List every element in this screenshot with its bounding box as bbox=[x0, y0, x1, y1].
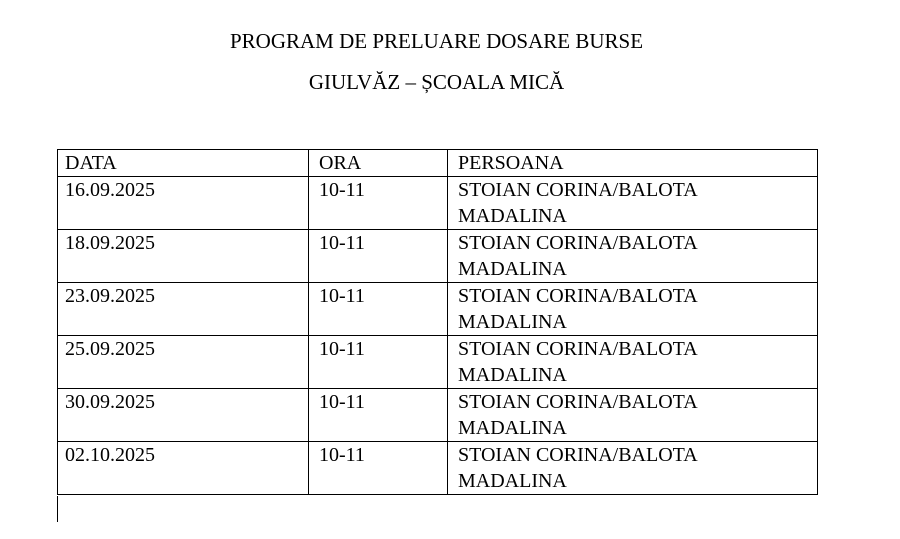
table-row bbox=[58, 230, 818, 283]
cell-persoana bbox=[448, 230, 818, 283]
cell-persoana bbox=[448, 336, 818, 389]
table-row bbox=[58, 442, 818, 495]
document-subtitle: GIULVĂZ – ȘCOALA MICĂ bbox=[308, 70, 565, 94]
column-header-data: DATA bbox=[58, 150, 309, 177]
cell-persoana bbox=[448, 442, 818, 495]
persoana-line-1: STOIAN CORINA/BALOTA bbox=[458, 444, 698, 466]
persoana-line-2: MADALINA bbox=[458, 470, 567, 492]
schedule-table bbox=[57, 149, 818, 495]
cell-data: 02.10.2025 bbox=[58, 442, 309, 495]
cell-data: 23.09.2025 bbox=[58, 283, 309, 336]
cell-persoana bbox=[448, 177, 818, 230]
persoana-line-2: MADALINA bbox=[458, 205, 567, 227]
cell-ora: 10-11 bbox=[309, 230, 448, 283]
cell-ora: 10-11 bbox=[309, 283, 448, 336]
table-row bbox=[58, 177, 818, 230]
cell-ora: 10-11 bbox=[309, 442, 448, 495]
document-title: PROGRAM DE PRELUARE DOSARE BURSE bbox=[229, 29, 644, 53]
table-header-row bbox=[58, 150, 818, 177]
persoana-line-2: MADALINA bbox=[458, 417, 567, 439]
cell-persoana bbox=[448, 389, 818, 442]
table-left-border-continuation bbox=[57, 496, 58, 522]
table-row bbox=[58, 336, 818, 389]
cell-data: 30.09.2025 bbox=[58, 389, 309, 442]
table-row bbox=[58, 283, 818, 336]
table-row bbox=[58, 389, 818, 442]
cell-data: 16.09.2025 bbox=[58, 177, 309, 230]
persoana-line-1: STOIAN CORINA/BALOTA bbox=[458, 179, 698, 201]
column-header-ora: ORA bbox=[309, 150, 448, 177]
persoana-line-2: MADALINA bbox=[458, 311, 567, 333]
cell-ora: 10-11 bbox=[309, 389, 448, 442]
cell-data: 25.09.2025 bbox=[58, 336, 309, 389]
persoana-line-1: STOIAN CORINA/BALOTA bbox=[458, 232, 698, 254]
column-header-persoana: PERSOANA bbox=[448, 150, 818, 177]
cell-data: 18.09.2025 bbox=[58, 230, 309, 283]
persoana-line-2: MADALINA bbox=[458, 258, 567, 280]
persoana-line-1: STOIAN CORINA/BALOTA bbox=[458, 338, 698, 360]
persoana-line-2: MADALINA bbox=[458, 364, 567, 386]
cell-ora: 10-11 bbox=[309, 336, 448, 389]
persoana-line-1: STOIAN CORINA/BALOTA bbox=[458, 391, 698, 413]
persoana-line-1: STOIAN CORINA/BALOTA bbox=[458, 285, 698, 307]
cell-ora: 10-11 bbox=[309, 177, 448, 230]
cell-persoana bbox=[448, 283, 818, 336]
